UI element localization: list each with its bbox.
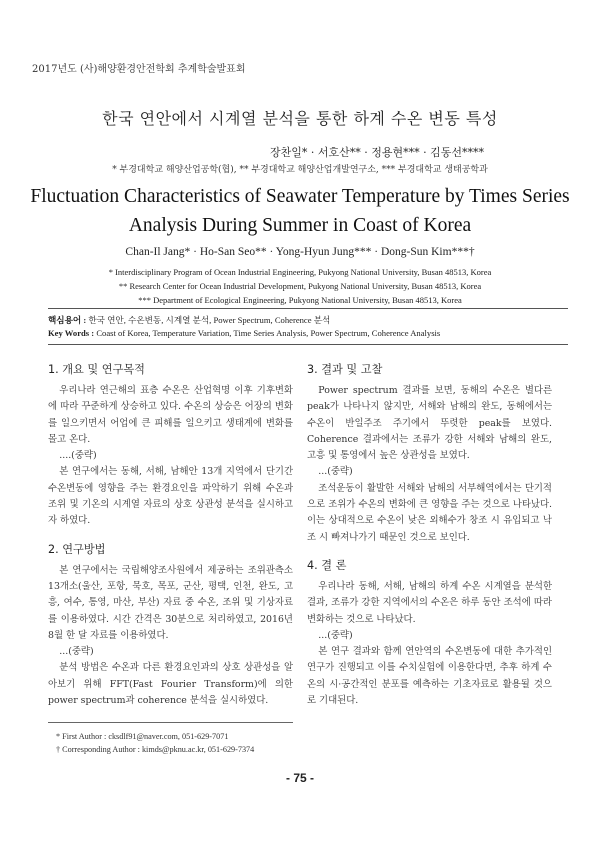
section-title: 4. 결 론 — [307, 558, 347, 572]
left-column — [48, 362, 293, 709]
conference-header: 2017년도 (사)해양환경안전학회 추계학술발표회 — [32, 64, 246, 75]
paragraph: Power spectrum 결과를 보면, 동해의 수온은 별다른 peak가 나타나지 않지만, 서해와 남해의 완도, 동해에서는 수온이 반일주조 주기에서 뚜렷한 peak를 보였다. Coherence 결과에서는 조류가 강한 서해와 남해의 완도, 고흥 및 통영에서 높은 상관성을 보였다. — [307, 385, 552, 462]
affiliations-english — [0, 265, 600, 307]
section-title: 3. 결과 및 고찰 — [307, 363, 383, 376]
footnote-corresponding-author: † Corresponding Author : kimds@pknu.ac.kr, 051-629-7374 — [56, 745, 255, 754]
keywords-korean — [48, 314, 568, 327]
keywords-korean-text: 한국 연안, 수온변동, 시계열 분석, Power Spectrum, Coherence 분석 — [88, 315, 331, 325]
footnotes — [56, 730, 254, 756]
keywords-block — [48, 314, 568, 340]
omission-note: ...(중략) — [318, 629, 353, 641]
section-title: 2. 연구방법 — [48, 542, 106, 556]
paragraph: 조석운동이 활발한 서해와 남해의 서부해역에서는 단기적으로 조위가 수온의 변화에 큰 영향을 주는 것으로 나타났다. 이는 상대적으로 수온이 낮은 외해수가 창조 시 유입되고 낙조 시 빠져나가기 때문인 것으로 보인다. — [307, 482, 552, 543]
omission-note: ...(중략) — [318, 466, 353, 478]
paragraph: 본 연구에서는 동해, 서해, 남해안 13개 지역에서 단기간 수온변동에 영향을 주는 환경요인을 파악하기 위해 수온과 조위 및 기온의 시계열 자료의 상호 상관성 분석을 실시하고자 하였다. — [48, 466, 293, 527]
affiliation-line: * Interdisciplinary Program of Ocean Industrial Engineering, Pukyong National University, Busan 48513, Korea — [108, 267, 492, 277]
keywords-english-text: Coast of Korea, Temperature Variation, Time Series Analysis, Power Spectrum, Coherence Analysis — [96, 328, 441, 338]
section-title: 1. 개요 및 연구목적 — [48, 363, 145, 376]
right-column — [307, 362, 552, 709]
title-korean: 한국 연안에서 시계열 분석을 통한 하계 수온 변동 특성 — [102, 109, 498, 128]
authors-english: Chan-Il Jang* · Ho-San Seo** · Yong-Hyun Jung*** · Dong-Sun Kim***† — [125, 246, 475, 258]
paragraph: 우리나라 동해, 서해, 남해의 하계 수온 시계열을 분석한 결과, 조류가 강한 지역에서의 수온은 하루 동안 조석에 따라 변화하는 것으로 나타났다. — [307, 580, 552, 625]
paragraph: 분석 방법은 수온과 다른 환경요인과의 상호 상관성을 알아보기 위해 FFT(Fast Fourier Transform)에 의한 power spectrum과 coherence 분석을 실시하였다. — [48, 662, 293, 707]
title-english: Fluctuation Characteristics of Seawater Temperature by Times Series Analysis During Summer in Coast of Korea — [30, 186, 570, 236]
authors-korean: 장찬일* · 서호산** · 정용현*** · 김동선**** — [270, 146, 484, 159]
affiliation-line: *** Department of Ecological Engineering, Pukyong National University, Busan 48513, Korea — [138, 295, 462, 305]
footnote-first-author: * First Author : cksdlf91@naver.com, 051-629-7071 — [56, 732, 229, 741]
keywords-korean-label: 핵심용어 : — [48, 315, 87, 325]
keywords-english — [48, 327, 568, 340]
paragraph: 본 연구에서는 국립해양조사원에서 제공하는 조위관측소 13개소(울산, 포항, 묵호, 목포, 군산, 평택, 인천, 완도, 고흥, 여수, 통영, 마산, 부산) 자료 중 수온, 조위 및 기상자료를 이용하였다. 시간 간격은 30분으로 처리하였고, 2016년 8월 한 달 자료를 이용하였다. — [48, 564, 293, 641]
affiliations-korean: * 부경대학교 해양산업공학(협), ** 부경대학교 해양산업개발연구소, *** 부경대학교 생태공학과 — [112, 165, 488, 175]
keywords-top-rule — [48, 308, 568, 309]
paragraph: 본 연구 결과와 함께 연안역의 수온변동에 대한 추가적인 연구가 진행되고 이를 수치실험에 이용한다면, 추후 하계 수온의 시·공간적인 분포를 예측하는 기초자료로 활용될 것으로 기대된다. — [307, 646, 552, 707]
footnote-rule — [48, 722, 293, 723]
paragraph: 우리나라 연근해의 표층 수온은 산업혁명 이후 기후변화에 따라 꾸준하게 상승하고 있다. 수온의 상승은 어장의 변화를 일으키면서 어업에 큰 피해를 일으키고 생태계에 변화를 몰고 온다. — [48, 385, 293, 445]
omission-note: ....(중략) — [59, 450, 97, 462]
page-number: - 75 - — [285, 771, 314, 785]
keywords-bottom-rule — [48, 344, 568, 345]
omission-note: ...(중략) — [59, 646, 94, 658]
keywords-english-label: Key Words : — [48, 328, 95, 338]
affiliation-line: ** Research Center for Ocean Industrial Development, Pukyong National University, Busan 48513, Korea — [118, 281, 482, 291]
